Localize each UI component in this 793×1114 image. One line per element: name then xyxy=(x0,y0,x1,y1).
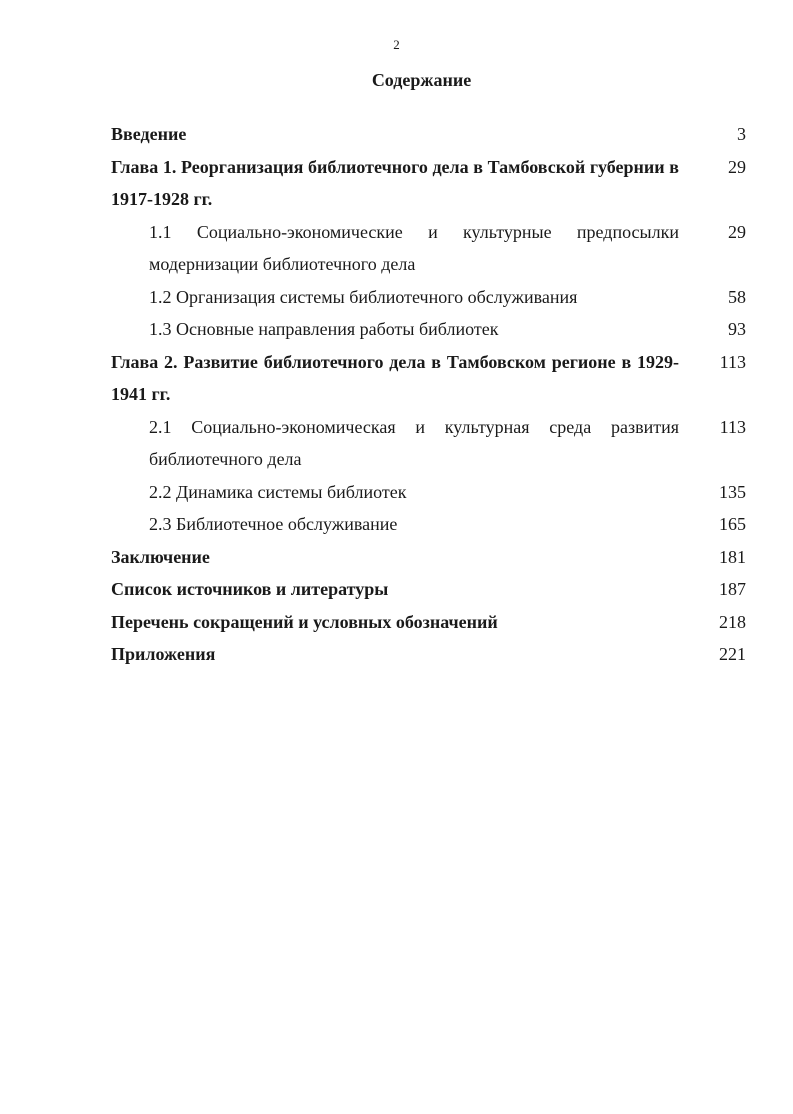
page-title: Содержание xyxy=(371,70,472,90)
toc-entry-text: Глава 2. Развитие библиотечного дела в Тамбовском регионе в 1929-1941 гг. xyxy=(111,351,679,404)
toc-entry-abbreviations[interactable] xyxy=(0,606,793,639)
toc-entry-section-2-1[interactable] xyxy=(0,411,793,476)
toc-entry-text: Список источников и литературы xyxy=(111,579,389,599)
toc-entry-sources[interactable] xyxy=(0,573,793,606)
toc-entry-conclusion[interactable] xyxy=(0,541,793,574)
toc-entry-page: 58 xyxy=(728,286,746,307)
toc-entry-section-2-3[interactable] xyxy=(0,508,793,541)
toc-entry-text: 2.3 Библиотечное обслуживание xyxy=(149,514,398,534)
toc-entry-text: Введение xyxy=(111,124,187,144)
toc-entry-page: 218 xyxy=(719,611,746,632)
toc-entry-section-1-1[interactable] xyxy=(0,216,793,281)
toc-entry-section-2-2[interactable] xyxy=(0,476,793,509)
toc-entry-text: 1.2 Организация системы библиотечного обслуживания xyxy=(149,286,578,307)
toc-entry-page: 221 xyxy=(719,644,746,664)
toc-entry-page: 135 xyxy=(719,481,746,502)
toc-entry-text: Приложения xyxy=(111,644,216,664)
table-of-contents xyxy=(0,118,793,671)
toc-entry-page: 165 xyxy=(719,514,746,534)
toc-entry-page: 3 xyxy=(737,124,746,144)
toc-entry-text: Заключение xyxy=(111,546,210,567)
toc-entry-chapter-1[interactable] xyxy=(0,151,793,216)
toc-entry-chapter-2[interactable] xyxy=(0,346,793,411)
toc-entry-page: 93 xyxy=(728,319,746,339)
toc-entry-introduction[interactable] xyxy=(0,118,793,151)
toc-entry-page: 113 xyxy=(719,416,746,437)
toc-entry-text: 2.2 Динамика системы библиотек xyxy=(149,481,407,502)
toc-entry-page: 187 xyxy=(719,579,746,599)
page-number: 2 xyxy=(393,37,400,52)
toc-entry-section-1-2[interactable] xyxy=(0,281,793,314)
toc-entry-appendices[interactable] xyxy=(0,638,793,671)
toc-entry-page: 29 xyxy=(728,221,746,242)
toc-entry-page: 113 xyxy=(719,351,746,372)
toc-entry-section-1-3[interactable] xyxy=(0,313,793,346)
toc-entry-text: Перечень сокращений и условных обозначений xyxy=(111,611,498,632)
toc-entry-text: Глава 1. Реорганизация библиотечного дела в Тамбовской губернии в 1917-1928 гг. xyxy=(111,156,679,209)
toc-entry-text: 2.1 Социально-экономическая и культурная среда развития библиотечного дела xyxy=(149,416,679,469)
toc-entry-page: 181 xyxy=(719,546,746,567)
toc-entry-text: 1.3 Основные направления работы библиотек xyxy=(149,319,499,339)
toc-entry-page: 29 xyxy=(728,156,746,177)
toc-entry-text: 1.1 Социально-экономические и культурные предпосылки модернизации библиотечного дела xyxy=(149,221,679,274)
